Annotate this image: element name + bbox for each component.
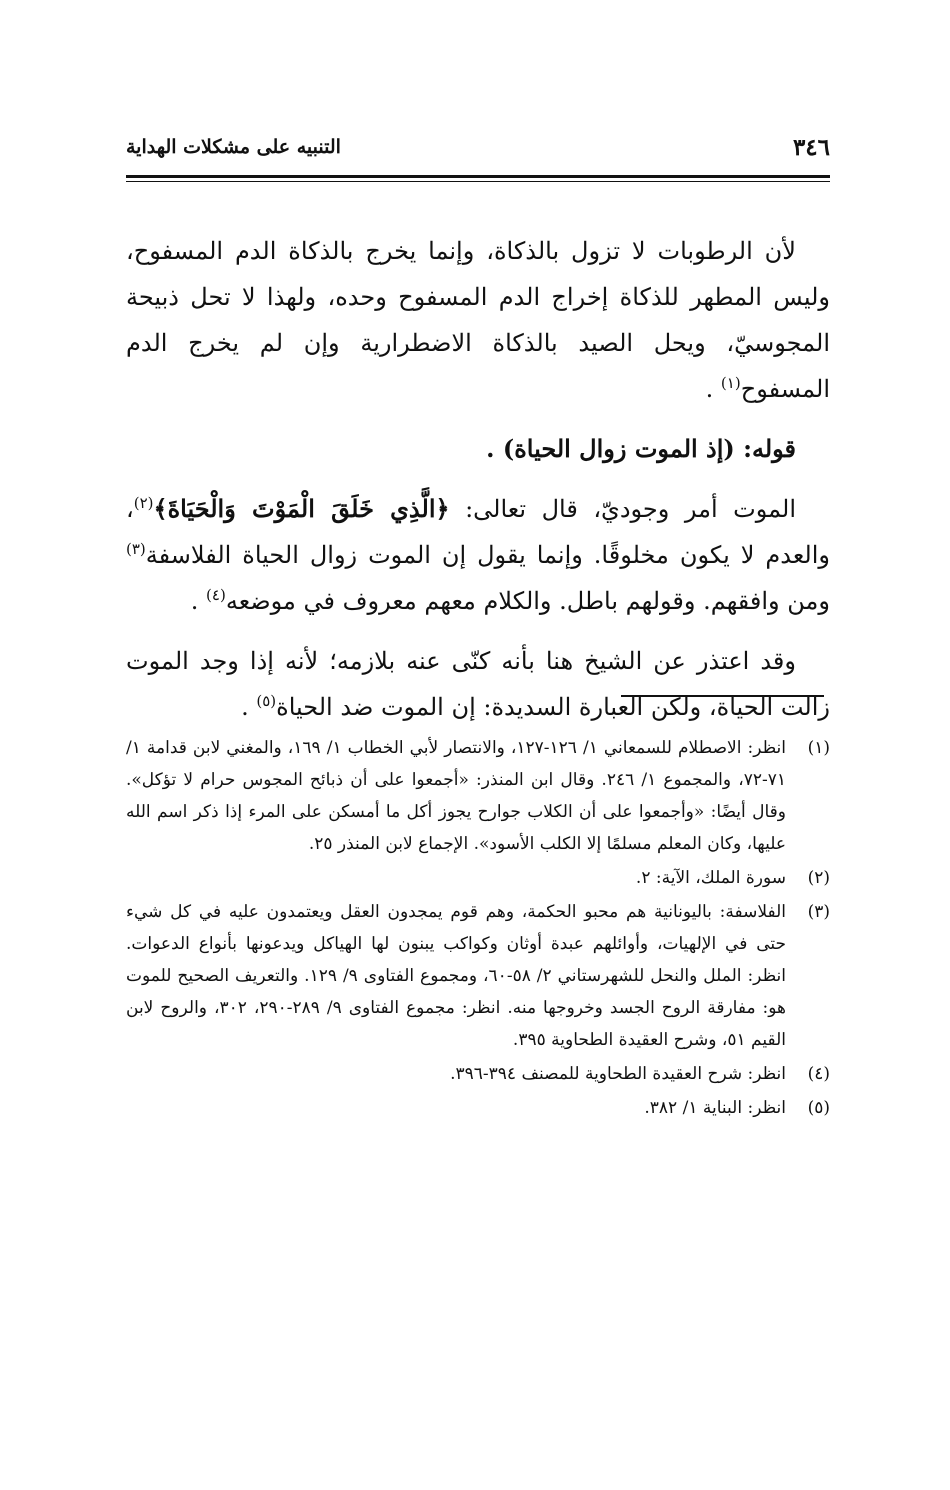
footnote-separator <box>621 695 824 697</box>
paragraph-1-text: لأن الرطوبات لا تزول بالذكاة، وإنما يخرج بالذكاة الدم المسفوح، وليس المطهر للذكاة إخراج الدم المسفوح وحده، ولهذا لا تحل ذبيحة المجوسيّ، ويحل الصيد بالذكاة الاضطرارية وإن لم يخرج الدم المسفوح <box>126 237 830 403</box>
paragraph-3-end: . <box>241 693 257 721</box>
paragraph-3 <box>126 638 830 730</box>
footnote-number: (١) <box>807 738 830 758</box>
paragraph-2-text-c: ومن وافقهم. وقولهم باطل. والكلام معهم معروف في موضعه <box>225 587 830 615</box>
footnote-ref-1: (١) <box>720 374 741 392</box>
quran-verse: ﴿الَّذِي خَلَقَ الْمَوْتَ وَالْحَيَاةَ﴾ <box>153 494 450 523</box>
footnote-1 <box>126 732 830 860</box>
footnote-text: انظر: شرح العقيدة الطحاوية للمصنف ٣٩٤-٣٩٦. <box>450 1064 786 1084</box>
footnote-ref-5: (٥) <box>256 692 277 710</box>
main-text <box>126 228 830 744</box>
footnote-ref-2: (٢) <box>133 494 154 512</box>
paragraph-2-text-a: الموت أمر وجوديّ، قال تعالى: <box>449 495 796 523</box>
page-number: ٣٤٦ <box>792 134 830 161</box>
paragraph-1-end: . <box>705 375 721 403</box>
footnote-5 <box>126 1092 830 1124</box>
footnote-text: الفلاسفة: باليونانية هم محبو الحكمة، وهم قوم يمجدون العقل ويعتمدون عليه في كل شيء حتى في الإلهيات، وأوائلهم عبدة أوثان وكواكب يبنون لها الهياكل ويدعونها بأنواع الدعوات. انظر: الملل والنحل للشهرستاني ٢/ ٥٨-٦٠، ومجموع الفتاوى ٩/ ١٢٩. والتعريف الصحيح للموت هو: مفارقة الروح الجسد وخروجها منه. انظر: مجموع الفتاوى ٩/ ٢٨٩-٢٩٠، ٣٠٢، والروح لابن القيم ٥١، وشرح العقيدة الطحاوية ٣٩٥. <box>126 902 787 1050</box>
paragraph-1 <box>126 228 830 412</box>
running-title: التنبيه على مشكلات الهداية <box>126 136 341 158</box>
paragraph-2 <box>126 486 830 624</box>
header-double-rule <box>126 175 830 182</box>
page-header <box>126 128 830 168</box>
footnote-text: انظر: الاصطلام للسمعاني ١/ ١٢٦-١٢٧، والانتصار لأبي الخطاب ١/ ١٦٩، والمغني لابن قدامة ١/ ٧١-٧٢، والمجموع ١/ ٢٤٦. وقال ابن المنذر: «أجمعوا على أن ذبائح المجوس حرام لا تؤكل». وقال أيضًا: «وأجمعوا على أن الكلاب جوارح يجوز أكل ما أمسكن على المرء إذا ذكر اسم الله عليها، وكان المعلم مسلمًا إلا الكلب الأسود». الإجماع لابن المنذر ٢٥. <box>126 738 786 854</box>
footnote-number: (٣) <box>807 902 830 922</box>
footnotes <box>126 732 830 1126</box>
footnote-number: (٢) <box>807 868 830 888</box>
footnote-text: انظر: البناية ١/ ٣٨٢. <box>644 1098 786 1118</box>
footnote-4 <box>126 1058 830 1090</box>
footnote-number: (٤) <box>807 1064 830 1084</box>
section-heading: قوله: (إذ الموت زوال الحياة) . <box>486 434 796 463</box>
footnote-3 <box>126 896 830 1056</box>
paragraph-3-text: وقد اعتذر عن الشيخ هنا بأنه كنّى عنه بلازمه؛ لأنه إذا وجد الموت زالت الحياة، ولكن العبارة السديدة: إن الموت ضد الحياة <box>126 647 830 721</box>
footnote-ref-3: (٣) <box>126 540 146 558</box>
paragraph-2-text-b: ، والعدم لا يكون مخلوقًا. وإنما يقول إن الموت زوال الحياة الفلاسفة <box>126 495 830 569</box>
footnote-ref-4: (٤) <box>206 586 226 604</box>
footnote-2 <box>126 862 830 894</box>
paragraph-2-end: . <box>190 587 207 615</box>
footnote-number: (٥) <box>807 1098 830 1118</box>
footnote-text: سورة الملك، الآية: ٢. <box>635 868 786 888</box>
